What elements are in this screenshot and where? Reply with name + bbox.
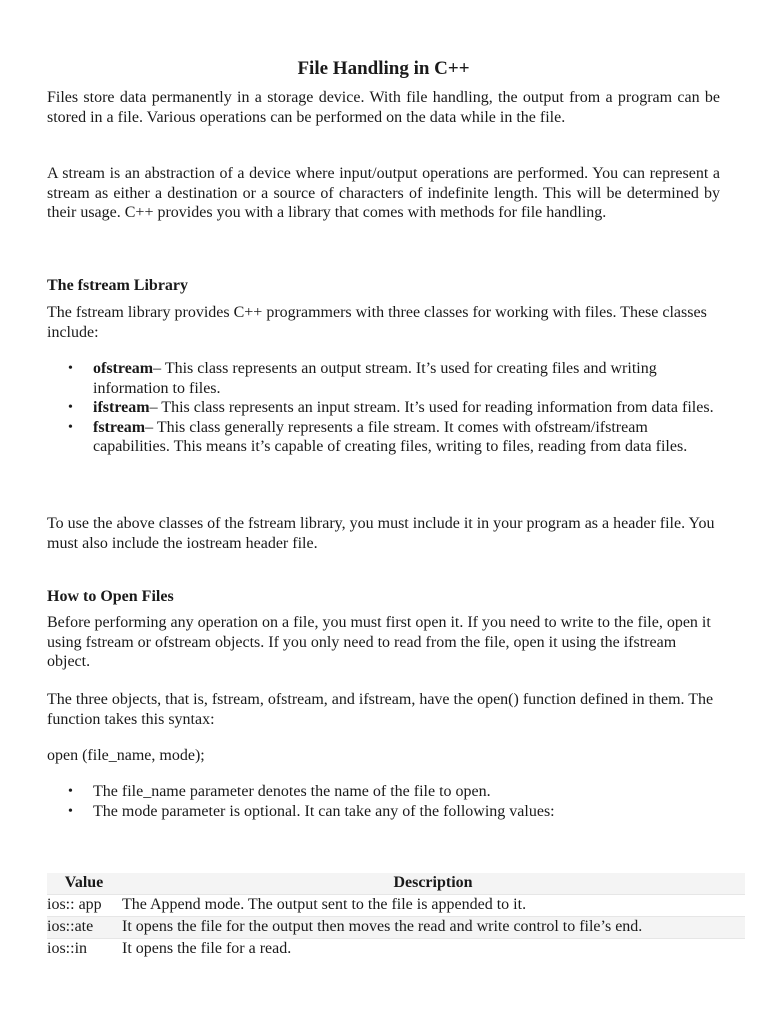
bullet-icon: • — [68, 419, 73, 435]
list-item-text: – This class generally represents a file stream. It comes with ofstream/ifstream capabilities. This means it’s capable of creating files, writing to files, reading from data files. — [93, 418, 688, 455]
list-item — [47, 782, 720, 802]
list-item — [47, 398, 720, 418]
bullet-icon: • — [68, 784, 73, 799]
table-row — [47, 917, 745, 939]
list-item-term: ofstream — [93, 360, 154, 377]
open-files-paragraph-2: The three objects, that is, fstream, ofstream, and ifstream, have the open() function defined in them. The function takes this syntax: — [47, 691, 714, 728]
open-files-heading: How to Open Files — [47, 588, 174, 605]
mode-value-cell: ios:: app — [47, 895, 121, 917]
table-row — [47, 939, 745, 961]
column-header-description: Description — [393, 874, 473, 891]
mode-description-cell: The Append mode. The output sent to the file is appended to it. — [121, 895, 745, 917]
list-item-text: The file_name parameter denotes the name of the file to open. — [93, 783, 491, 800]
open-syntax-line: open (file_name, mode); — [47, 747, 205, 764]
list-item-text: The mode parameter is optional. It can take any of the following values: — [93, 802, 555, 820]
list-item-text: – This class represents an input stream. It’s used for reading information from data files. — [149, 399, 714, 416]
bullet-icon: • — [68, 803, 73, 819]
fstream-outro-paragraph: To use the above classes of the fstream library, you must include it in your program as a header file. You must also include the iostream header file. — [47, 515, 715, 552]
list-item — [47, 418, 720, 457]
open-files-paragraph-1: Before performing any operation on a file, you must first open it. If you need to write to the file, open it using fstream or ofstream objects. If you only need to read from the file, open it using the ifstream object. — [47, 614, 711, 670]
table-row — [47, 895, 745, 917]
document-title: File Handling in C++ — [297, 58, 470, 79]
bullet-icon: • — [68, 361, 73, 376]
open-parameter-list — [47, 782, 720, 821]
intro-paragraph-2: A stream is an abstraction of a device where input/output operations are performed. You can represent a stream as either a destination or a source of characters of indefinite length. This will be determined by their usage. C++ provides you with a library that comes with methods for file handling. — [47, 165, 720, 221]
fstream-class-list — [47, 359, 720, 457]
fstream-heading: The fstream Library — [47, 277, 189, 294]
mode-description-cell: It opens the file for the output then moves the read and write control to file’s end. — [121, 917, 745, 939]
table-header-row — [47, 873, 745, 895]
list-item-term: ifstream — [93, 399, 150, 416]
list-item-text: – This class represents an output stream. It’s used for creating files and writing information to files. — [93, 360, 657, 397]
mode-description-cell: It opens the file for a read. — [121, 939, 745, 961]
list-item-term: fstream — [93, 418, 146, 436]
column-header-value: Value — [64, 874, 104, 891]
fstream-intro-paragraph: The fstream library provides C++ programmers with three classes for working with files. These classes include: — [47, 304, 707, 341]
intro-paragraph-1: Files store data permanently in a storage device. With file handling, the output from a program can be stored in a file. Various operations can be performed on the data while in the file. — [47, 89, 720, 126]
mode-table — [47, 873, 745, 960]
bullet-icon: • — [68, 400, 73, 415]
mode-value-cell: ios::ate — [47, 917, 121, 939]
mode-value-cell: ios::in — [47, 939, 121, 961]
list-item — [47, 359, 720, 398]
list-item — [47, 802, 720, 822]
